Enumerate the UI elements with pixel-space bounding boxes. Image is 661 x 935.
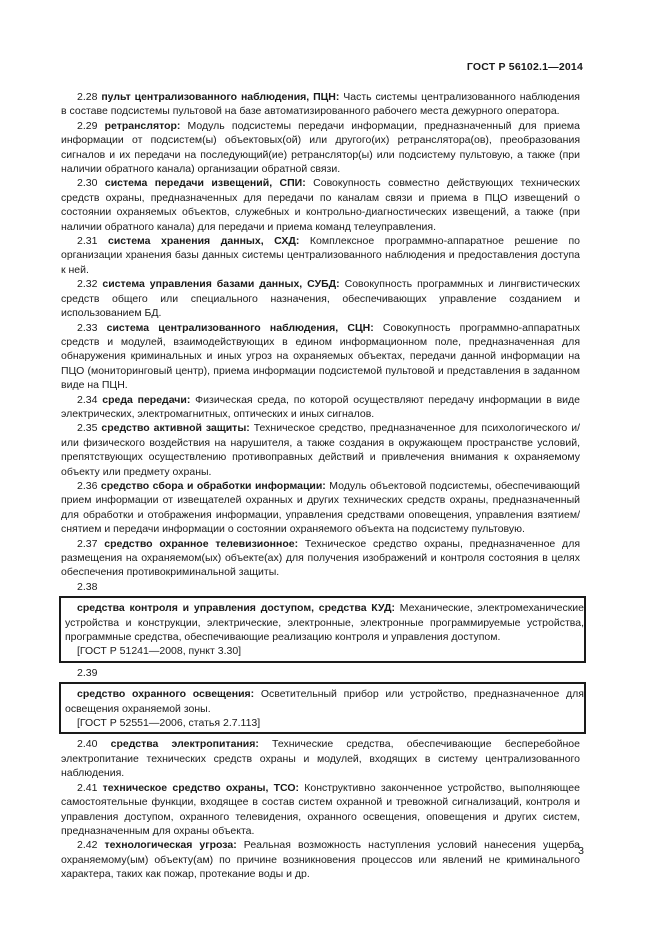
definition-number: 2.35: [77, 422, 102, 435]
definition-term: система управления базами данных, СУБД:: [102, 278, 340, 291]
definition-text: Техническое средство охраны, предназначенное для размещения на охраняемом(ых) объекте(ах) для получения изображений и контроля состояния в целях обеспечения противокриминальной защиты.: [61, 537, 581, 579]
definition-text: Механические, электромеханические устройства и конструкции, электрические, электронные, электронные программируемые устройства, программные средства, обеспечивающие реализацию контроля и управления доступом.: [65, 602, 584, 644]
definition-number: 2.36: [77, 479, 101, 492]
definition-text: Комплексное программно-аппаратное решение по организации хранения базы данных системы централизованного наблюдения и предоставления доступа к ней.: [61, 235, 580, 276]
definition-term: средство охранное телевизионное:: [104, 537, 299, 550]
document-body: [61, 90, 584, 882]
definition-text: Технические средства, обеспечивающие бесперебойное электропитание технических средств охраны и модулей, входящих в систему централизованного наблюдения.: [61, 738, 580, 780]
definition-paragraph: [61, 119, 580, 177]
page-number: 3: [578, 845, 584, 857]
definition-paragraph: [61, 781, 580, 839]
definition-text: Осветительный прибор или устройство, предназначенное для освещения охраняемой зоны.: [65, 688, 584, 715]
definition-term: средство сбора и обработки информации:: [100, 479, 326, 492]
definition-number: 2.37: [77, 537, 105, 550]
definition-term: средство охранного освещения:: [77, 688, 255, 701]
definition-paragraph: [61, 838, 580, 881]
definition-paragraph: [61, 277, 580, 320]
definition-term: система централизованного наблюдения, СЦН:: [106, 321, 374, 334]
definition-number: 2.40: [77, 738, 111, 751]
definition-paragraph: [61, 176, 580, 234]
definitions-list-tail: [61, 737, 580, 881]
definition-text: Совокупность программно-аппаратных средств и модулей, взаимодействующих в едином информационном поле, предназначенная для обнаружения криминальных и иных угроз на охраняемых объектах, передачи данной информации на ПЦО (мониторинговый центр), приема информации подсистемой пультовой и представления в заданном виде на ПЦН.: [61, 321, 580, 392]
definition-term: технологическая угроза:: [104, 839, 237, 852]
definition-paragraph: [65, 687, 584, 716]
definition-paragraph: [61, 737, 580, 780]
definitions-list: [61, 90, 580, 580]
definition-number: 2.29: [77, 119, 105, 132]
definition-number: 2.41: [77, 781, 103, 794]
definition-paragraph: [61, 234, 580, 277]
definition-term: среда передачи:: [102, 393, 191, 406]
quoted-definition-box: [59, 682, 586, 734]
definition-text: Физическая среда, по которой осуществляют передачу информации в виде электрических, электромагнитных, оптических и иных сигналов.: [61, 393, 580, 420]
definition-number: 2.28: [77, 91, 102, 103]
boxed-definitions: [61, 580, 584, 735]
definition-number: 2.32: [77, 278, 103, 291]
definition-paragraph: [61, 321, 580, 393]
definition-text: Реальная возможность наступления условий нанесения ущерба охраняемому(ым) объекту(ам) по причине возникновения процессов или явлений не криминального характера, таких как пожар, протекание воды и др.: [61, 839, 581, 881]
definition-text: Часть системы централизованного наблюдения в составе подсистемы пультовой на базе автоматизированного рабочего места дежурного оператора.: [61, 91, 580, 118]
definition-term: ретранслятор:: [104, 119, 181, 132]
definition-text: Конструктивно законченное устройство, выполняющее самостоятельные функции, входящее в состав систем охранной и тревожной сигнализаций, контроля и управления доступом, охранного телевидения, охранного освещения, оповещения и других систем, предназначенным для охраны объекта.: [61, 781, 580, 837]
source-reference: [ГОСТ Р 52551—2006, статья 2.7.113]: [77, 717, 261, 730]
definition-number: 2.38: [77, 580, 98, 593]
definition-number: 2.31: [77, 235, 108, 248]
definition-number: 2.34: [77, 393, 103, 406]
quoted-definition-box: [59, 596, 586, 663]
definition-term: средства электропитания:: [110, 738, 259, 751]
definition-text: Совокупность совместно действующих технических средств охраны, предназначенных для передачи по каналам связи и приема в ПЦО извещений о состоянии охраняемых объектов, служебных и контрольно-диагностических извещений, а также (при наличии обратного канала) для передачи и приема команд телеуправления.: [61, 177, 580, 233]
definition-paragraph: [61, 479, 580, 537]
definition-term: система хранения данных, СХД:: [107, 235, 300, 248]
definition-number: 2.39: [77, 666, 98, 679]
definition-number: 2.30: [77, 177, 105, 190]
definition-paragraph: [65, 601, 584, 644]
definition-paragraph: [61, 537, 580, 580]
definition-text: Модуль подсистемы передачи информации, предназначенный для приема информации от подсистем(ы) объектовых(ой) или другого(их) ретранслятора(ов), преобразования сигналов и их передачи на последующий(ие) ретранслятор(ы) или подсистему пультовую, а также (при наличии обратного канала) организации обратной связи.: [61, 119, 580, 176]
definition-paragraph: [61, 421, 580, 479]
definition-paragraph: [61, 90, 580, 119]
definition-term: пульт централизованного наблюдения, ПЦН:: [101, 91, 340, 103]
definition-text: Техническое средство, предназначенное для психологического и/или физического воздействия на нарушителя, а также создания в окружающем пространстве условий, препятствующих осуществлению противоправных действий и привлечения внимания к охраняемому объекту или предмету охраны.: [61, 422, 580, 478]
standard-header: ГОСТ Р 56102.1—2014: [466, 61, 583, 73]
definition-number: 2.42: [77, 839, 105, 852]
definition-text: Совокупность программных и лингвистических средств общего или специального назначения, обеспечивающих управление созданием и использованием БД.: [61, 278, 581, 320]
definition-term: средства контроля и управления доступом, средства КУД:: [77, 602, 395, 615]
definition-text: Модуль объектовой подсистемы, обеспечивающий прием информации от извещателей охранных и других технических средств охраны, предназначенный для обработки и отображения информации, управления средствами оповещения, управления взятием/снятием и передачи информации о состоянии охраняемого объекта на подсистему пультовую.: [61, 479, 580, 536]
definition-term: система передачи извещений, СПИ:: [104, 177, 306, 190]
definition-number: 2.33: [77, 321, 107, 334]
definition-term: средство активной защиты:: [101, 422, 250, 435]
definition-term: техническое средство охраны, ТСО:: [102, 781, 300, 794]
definition-paragraph: [61, 393, 580, 422]
source-reference: [ГОСТ Р 51241—2008, пункт 3.30]: [77, 645, 242, 658]
